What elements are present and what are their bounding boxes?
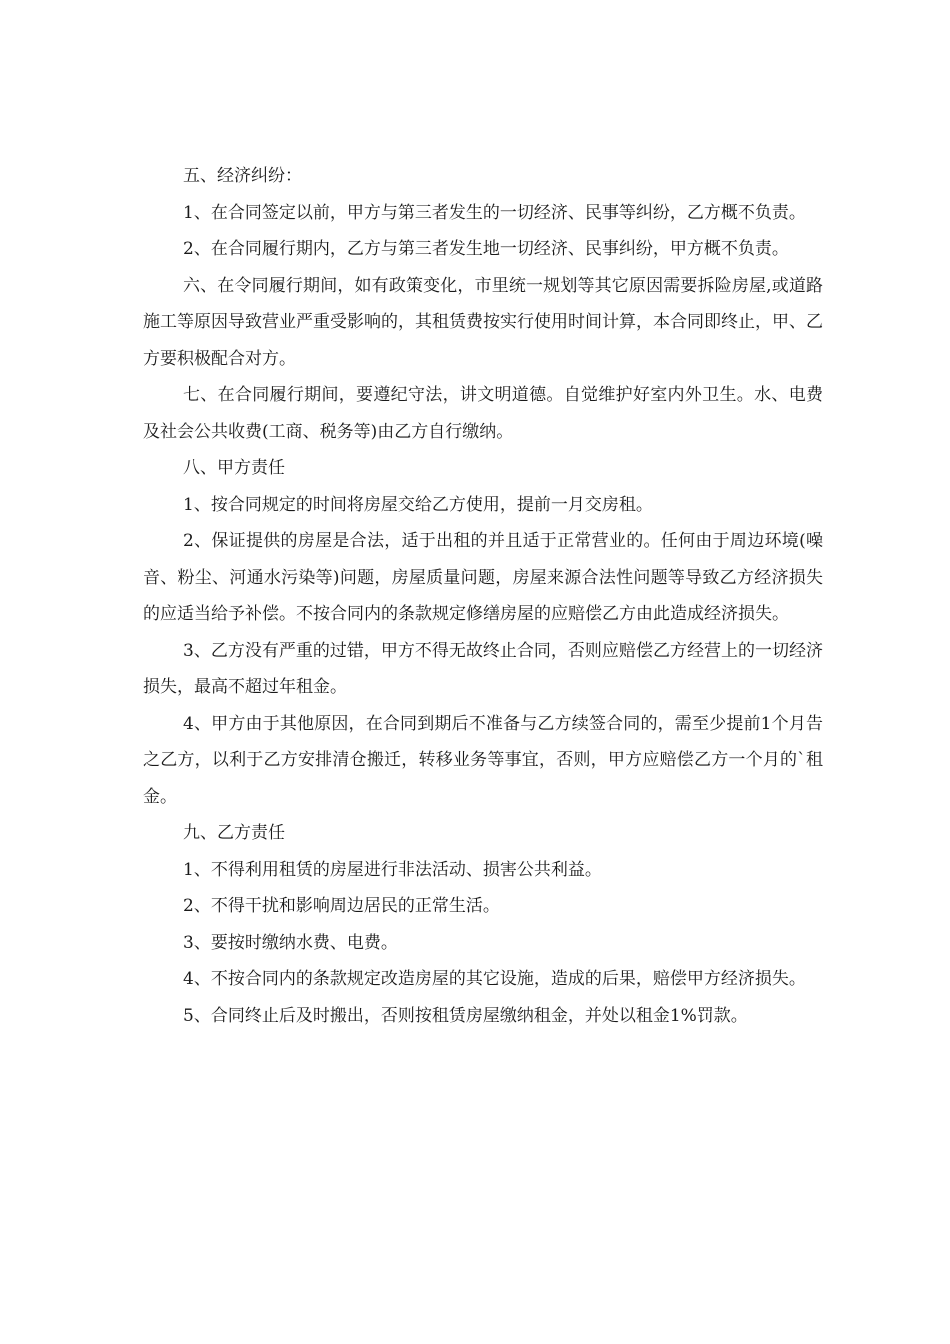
paragraph: 1、在合同签定以前，甲方与第三者发生的一切经济、民事等纠纷，乙方概不负责。 xyxy=(183,202,806,223)
paragraph: 1、按合同规定的时间将房屋交给乙方使用，提前一月交房租。 xyxy=(183,494,653,515)
paragraph: 3、乙方没有严重的过错，甲方不得无故终止合同，否则应赔偿乙方经营上的一切经济损失，最高不超过年租金。 xyxy=(143,640,823,697)
section-heading-party-b-duties: 九、乙方责任 xyxy=(183,823,285,843)
paragraph: 2、保证提供的房屋是合法，适于出租的并且适于正常营业的。任何由于周边环境(噪音、粉尘、河通水污染等)问题，房屋质量问题，房屋来源合法性问题等导致乙方经济损失的应适当给予补偿。不按合同内的条款规定修缮房屋的应赔偿乙方由此造成经济损失。 xyxy=(143,531,823,624)
document-body xyxy=(143,158,823,1034)
section-heading-party-a-duties: 八、甲方责任 xyxy=(183,458,285,478)
paragraph: 3、要按时缴纳水费、电费。 xyxy=(183,932,398,953)
paragraph: 六、在令同履行期间，如有政策变化，市里统一规划等其它原因需要拆险房屋,或道路施工等原因导致营业严重受影响的，其租赁费按实行使用时间计算，本合同即终止，甲、乙方要积极配合对方。 xyxy=(143,275,823,369)
paragraph: 七、在合同履行期间，要遵纪守法，讲文明道德。自觉维护好室内外卫生。水、电费及社会公共收费(工商、税务等)由乙方自行缴纳。 xyxy=(143,385,823,442)
paragraph: 2、不得干扰和影响周边居民的正常生活。 xyxy=(183,896,500,916)
paragraph: 4、不按合同内的条款规定改造房屋的其它设施，造成的后果，赔偿甲方经济损失。 xyxy=(183,969,806,989)
paragraph: 4、甲方由于其他原因，在合同到期后不准备与乙方续签合同的，需至少提前1个月告之乙方，以利于乙方安排清仓搬迁，转移业务等事宜，否则，甲方应赔偿乙方一个月的`租金。 xyxy=(143,713,823,807)
section-heading-economic-disputes: 五、经济纠纷： xyxy=(183,166,302,186)
paragraph: 2、在合同履行期内，乙方与第三者发生地一切经济、民事纠纷，甲方概不负责。 xyxy=(183,239,789,259)
paragraph: 5、合同终止后及时搬出，否则按租赁房屋缴纳租金，并处以租金1%罚款。 xyxy=(183,1005,748,1026)
paragraph: 1、不得利用租赁的房屋进行非法活动、损害公共利益。 xyxy=(183,859,602,880)
